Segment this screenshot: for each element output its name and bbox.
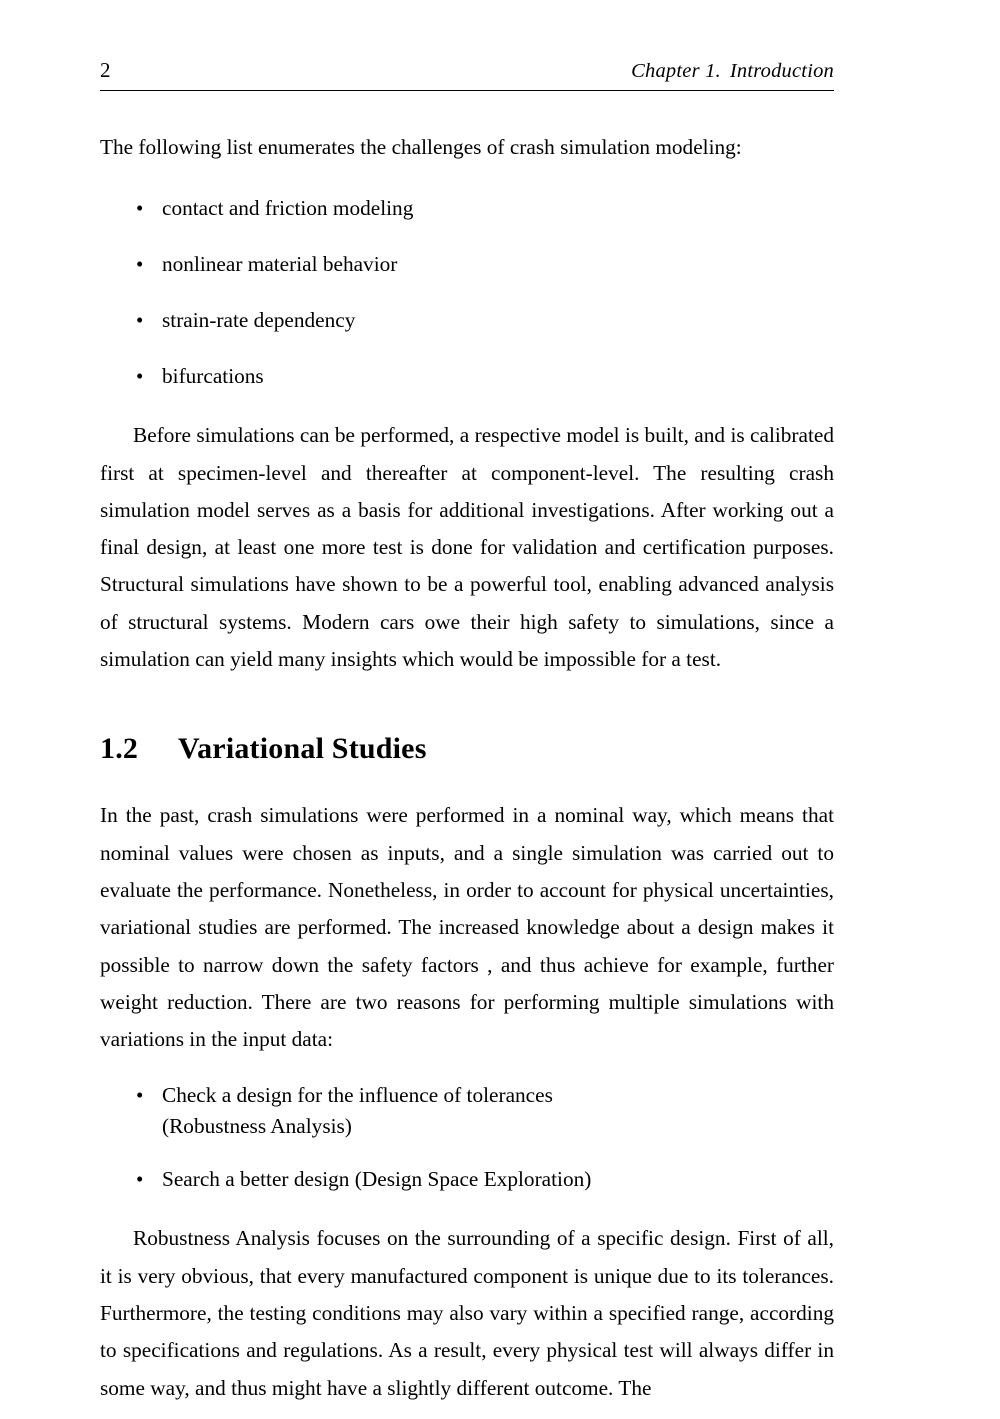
section-heading bbox=[100, 731, 834, 767]
list-item bbox=[100, 305, 834, 336]
challenges-list bbox=[100, 193, 834, 392]
page-number: 2 bbox=[100, 58, 111, 82]
chapter-title: Introduction bbox=[729, 60, 834, 82]
chapter-label: Chapter 1. bbox=[631, 60, 721, 82]
bullet-icon: • bbox=[136, 196, 144, 221]
list-item-label-continued: (Robustness Analysis) bbox=[162, 1114, 352, 1139]
closing-paragraph: Robustness Analysis focuses on the surrounding of a specific design. First of all, it is very obvious, that every manufactured component is unique due to its tolerances. Furthermore, the testing conditions may also vary within a specified range, according to specifications and regulations. As a result, every physical test will always differ in some way, and thus might have a slightly different outcome. The bbox=[100, 1226, 834, 1400]
list-item-label: bifurcations bbox=[162, 364, 264, 389]
list-item bbox=[100, 193, 834, 224]
paragraph-after-list: Before simulations can be performed, a respective model is built, and is calibrated first at specimen-level and thereafter at component-level. The resulting crash simulation model serves as a basis for additional investigations. After working out a final design, at least one more test is done for validation and certification purposes. Structural simulations have shown to be a powerful tool, enabling advanced analysis of structural systems. Modern cars owe their high safety to simulations, since a simulation can yield many insights which would be impossible for a test. bbox=[100, 423, 834, 672]
bullet-icon: • bbox=[136, 1167, 144, 1192]
list-item-label: nonlinear material behavior bbox=[162, 252, 398, 277]
bullet-icon: • bbox=[136, 1083, 144, 1108]
list-item bbox=[100, 249, 834, 280]
chapter-running-title bbox=[631, 60, 834, 83]
list-item-label: Check a design for the influence of tolerances bbox=[162, 1083, 553, 1108]
list-item-label: Search a better design (Design Space Exploration) bbox=[162, 1167, 592, 1192]
list-item bbox=[100, 361, 834, 392]
intro-paragraph: The following list enumerates the challenges of crash simulation modeling: bbox=[100, 135, 742, 159]
page-content bbox=[100, 58, 834, 1407]
bullet-icon: • bbox=[136, 252, 144, 277]
list-item bbox=[100, 1164, 834, 1195]
list-item bbox=[100, 1080, 834, 1142]
section-title: Variational Studies bbox=[178, 732, 427, 766]
bullet-icon: • bbox=[136, 364, 144, 389]
list-item-label: contact and friction modeling bbox=[162, 196, 414, 221]
section-paragraph: In the past, crash simulations were performed in a nominal way, which means that nominal values were chosen as inputs, and a single simulation was carried out to evaluate the performance. Nonetheless, in order to account for physical uncertainties, variational studies are performed. The increased knowledge about a design makes it possible to narrow down the safety factors , and thus achieve for example, further weight reduction. There are two reasons for performing multiple simulations with variations in the input data: bbox=[100, 803, 834, 1052]
reasons-list bbox=[100, 1080, 834, 1195]
section-number: 1.2 bbox=[100, 732, 139, 766]
running-head bbox=[100, 58, 834, 91]
list-item-label: strain-rate dependency bbox=[162, 308, 356, 333]
bullet-icon: • bbox=[136, 308, 144, 333]
